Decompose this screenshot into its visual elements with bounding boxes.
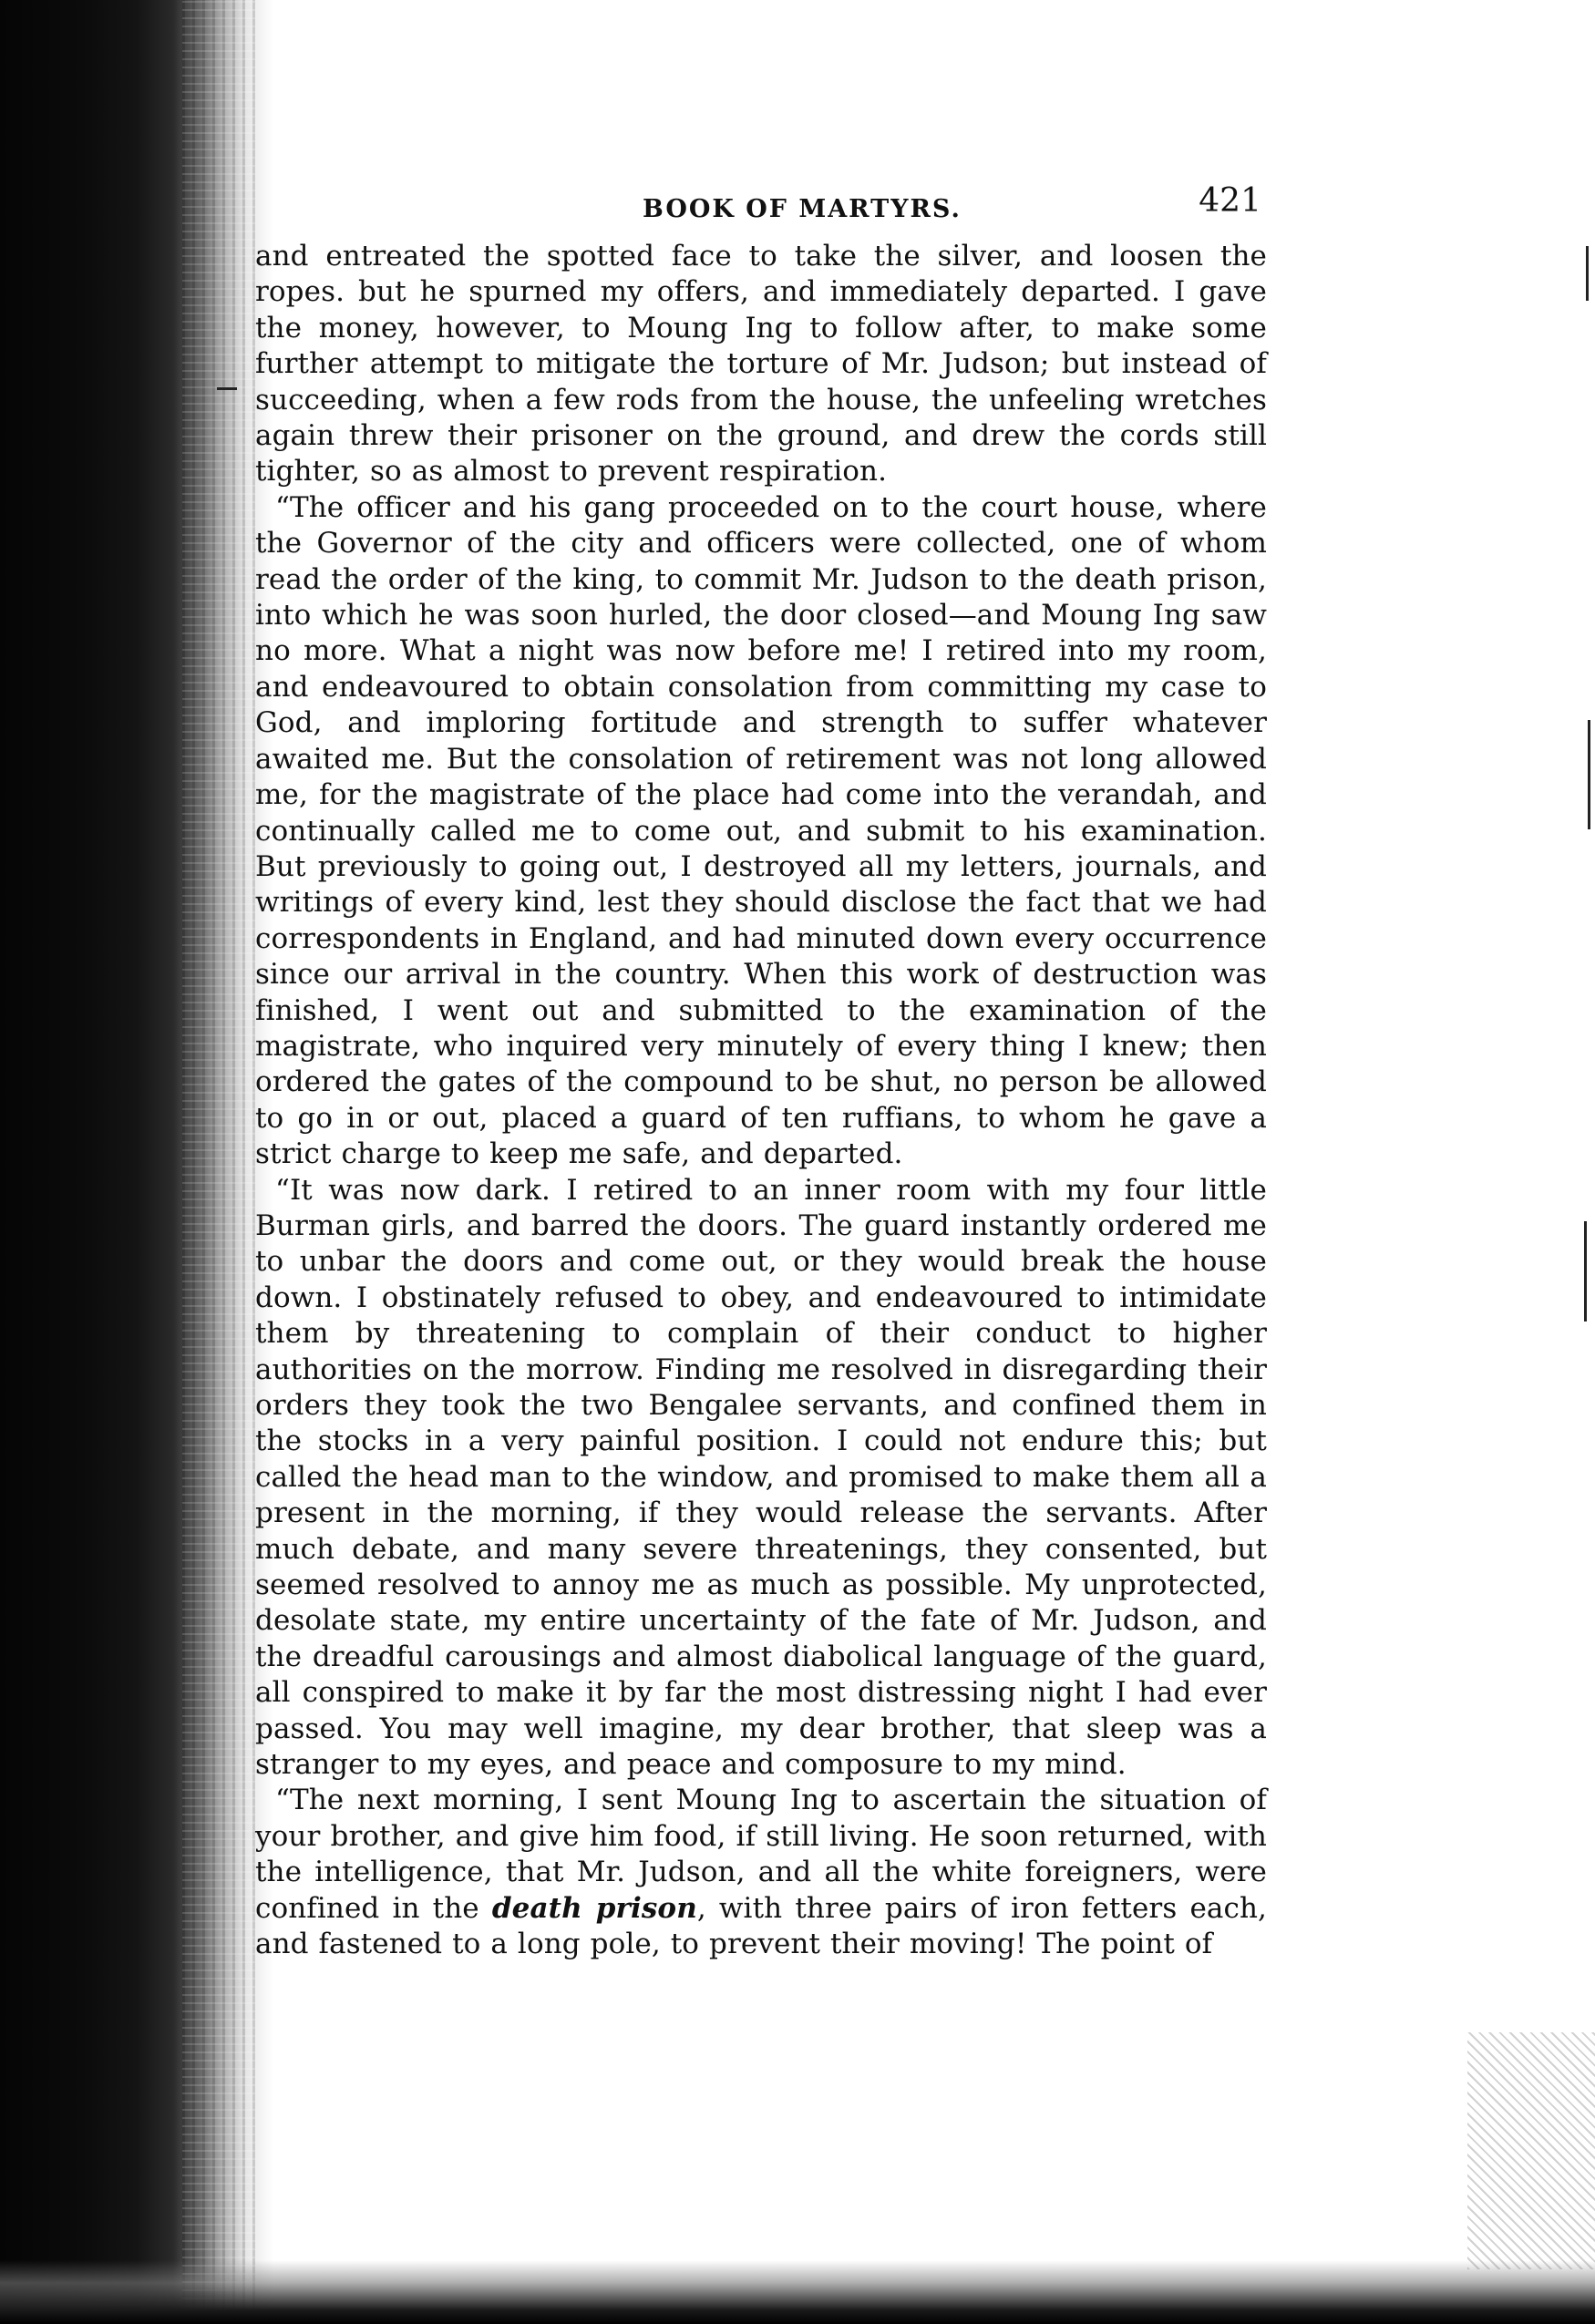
page-number: 421 <box>1199 182 1261 220</box>
margin-mark <box>1586 246 1589 301</box>
paragraph-3: “It was now dark. I retired to an inner room with my four little Burman girls, and barred the doors. The guard instantly ordered me to unbar the doors and come out, or they would break the house down. I obstinately refused to obey, and endeavoured to intimidate them by threatening to complain of their conduct to higher authorities on the morrow. Finding me resolved in disregarding their orders they took the two Bengalee servants, and confined them in the stocks in a very painful position. I could not endure this; but called the head man to the window, and promised to make them all a present in the morning, if they would release the servants. After much debate, and many severe threatenings, they consented, but seemed resolved to annoy me as much as possible. My unprotected, desolate state, my entire uncertainty of the fate of Mr. Judson, and the dreadful carousings and almost diabolical language of the guard, all conspired to make it by far the most distressing night I had ever passed. You may well imagine, my dear brother, that sleep was a stranger to my eyes, and peace and composure to my mind. <box>255 1173 1267 1782</box>
gutter-noise <box>182 0 255 2324</box>
running-head <box>255 182 1267 228</box>
paragraph-4-text-a: “The next morning, I sent Moung Ing to ascertain the situation of your brother, and give him food, if still living. He soon returned, with the intelligence, that Mr. Judson, and all the white foreigners, were confined in the <box>255 1784 1267 1925</box>
paragraph-2: “The officer and his gang proceeded on to the court house, where the Governor of the city and officers were collected, one of whom read the order of the king, to commit Mr. Judson to the death prison, into which he was soon hurled, the door closed—and Moung Ing saw no more. What a night was now before me! I retired into my room, and endeavoured to obtain consolation from committing my case to God, and imploring fortitude and strength to suffer whatever awaited me. But the consolation of retirement was not long allowed me, for the magistrate of the place had come into the verandah, and continually called me to come out, and submit to his examination. But previously to going out, I destroyed all my letters, journals, and writings of every kind, lest they should disclose the fact that we had correspondents in England, and had minuted down every occurrence since our arrival in the country. When this work of destruction was finished, I went out and submitted to the examination of the magistrate, who inquired very minutely of every thing I knew; then ordered the gates of the compound to be shut, no person be allowed to go in or out, placed a guard of ten ruffians, to whom he gave a strict charge to keep me safe, and departed. <box>255 490 1267 1171</box>
paragraph-4 <box>255 1783 1267 1962</box>
margin-mark <box>1588 720 1590 829</box>
scan-noise-corner <box>1467 2032 1595 2269</box>
page-text-block <box>255 182 1267 1963</box>
emphasis-death-prison: death prison <box>491 1891 697 1925</box>
bottom-scan-shadow <box>0 2260 1595 2324</box>
margin-mark <box>1584 1221 1587 1321</box>
paragraph-1: and entreated the spotted face to take the silver, and loosen the ropes. but he spurned my offers, and immediately departed. I gave the money, however, to Moung Ing to follow after, to make some further attempt to mitigate the torture of Mr. Judson; but instead of succeeding, when a few rods from the house, the unfeeling wretches again threw their prisoner on the ground, and drew the cords still tighter, so as almost to prevent respiration. <box>255 240 1267 488</box>
running-title: BOOK OF MARTYRS. <box>643 195 962 223</box>
paragraph-4-text-b: , with three pairs of iron fetters each, and fastened to a long pole, to prevent their moving! The point of <box>255 1891 1267 1961</box>
margin-mark <box>217 387 237 390</box>
